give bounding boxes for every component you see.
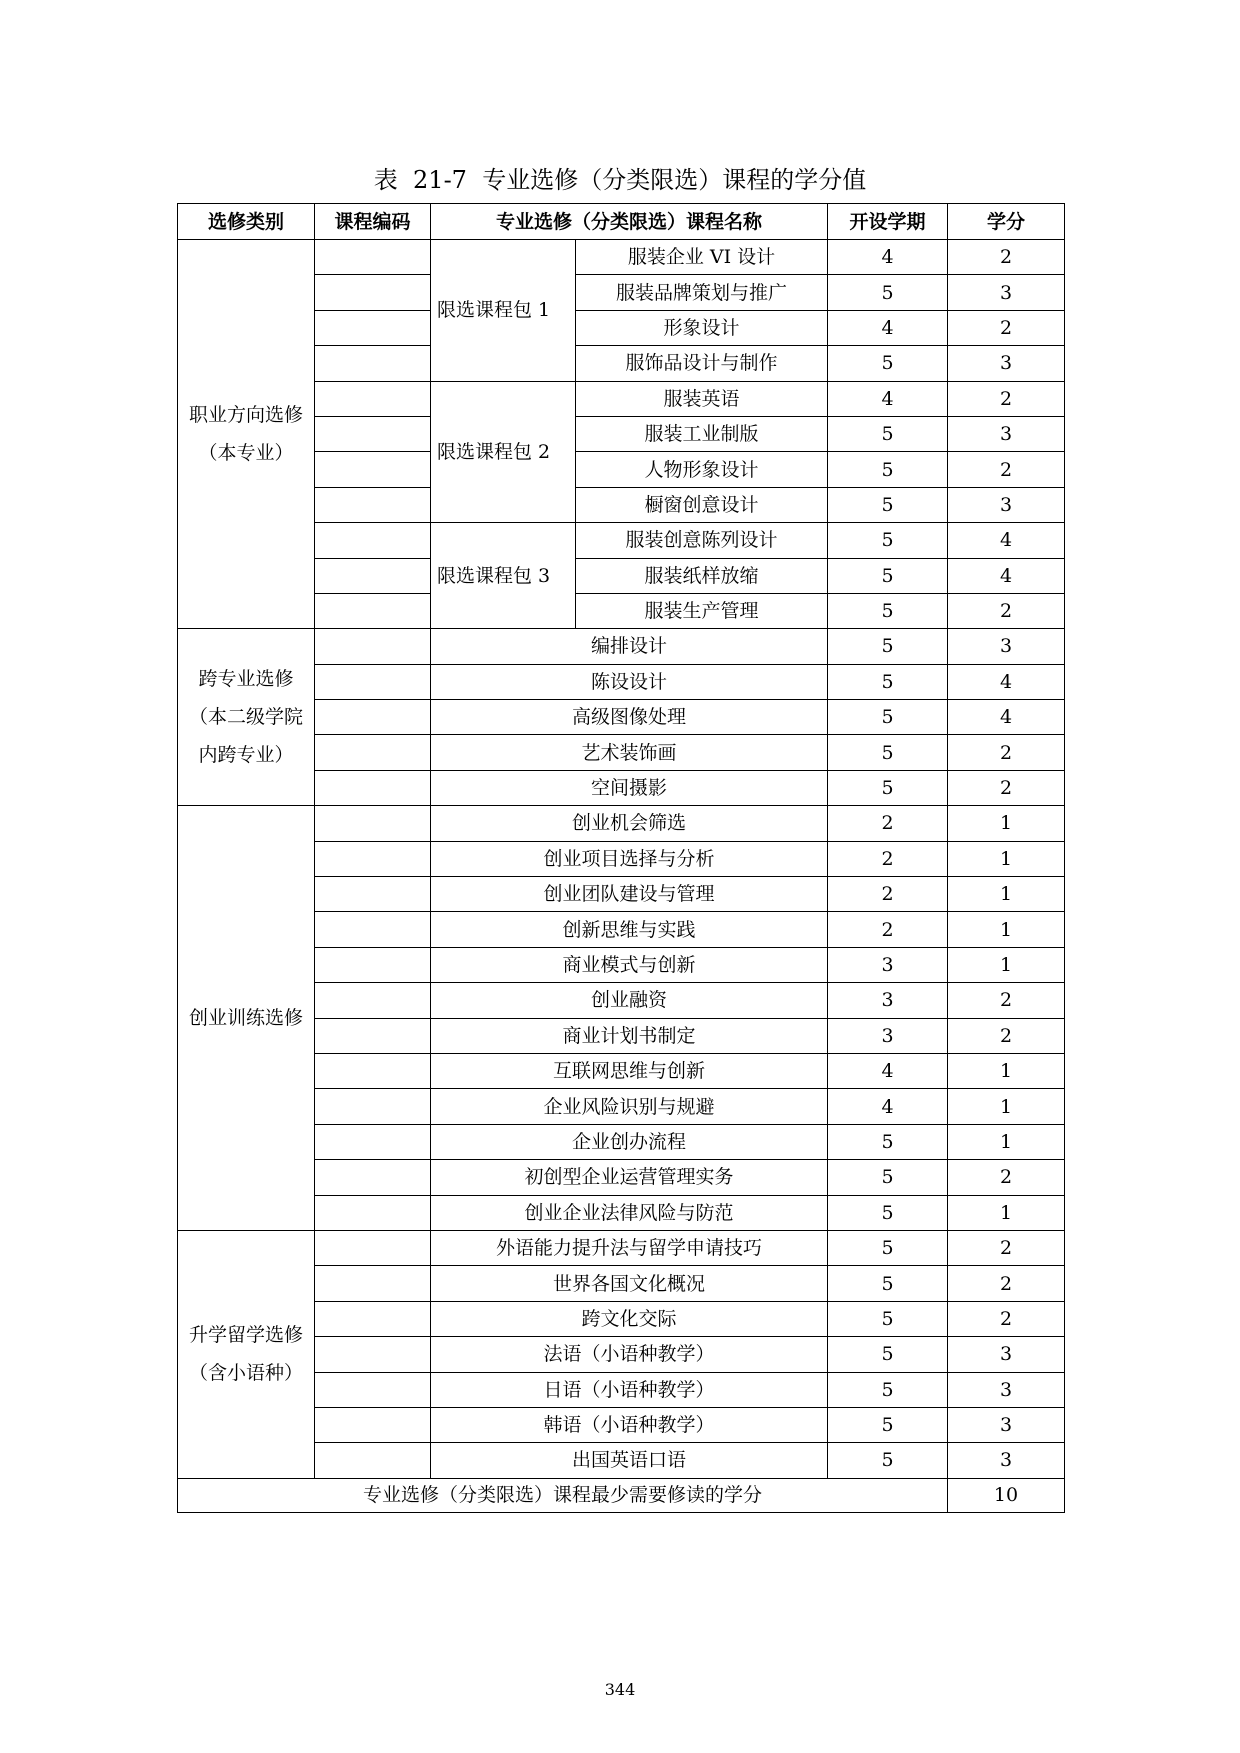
credit-cell: 1 bbox=[948, 1124, 1065, 1159]
credit-cell: 4 bbox=[948, 558, 1065, 593]
credit-cell: 2 bbox=[948, 1160, 1065, 1195]
term-cell: 4 bbox=[828, 1053, 948, 1088]
term-cell: 5 bbox=[828, 1301, 948, 1336]
course-code-cell bbox=[315, 1230, 431, 1265]
course-name-cell: 服装纸样放缩 bbox=[576, 558, 828, 593]
table-row bbox=[178, 806, 1065, 841]
course-name-cell: 服装企业 VI 设计 bbox=[576, 240, 828, 275]
footer-label: 专业选修（分类限选）课程最少需要修读的学分 bbox=[178, 1478, 948, 1513]
credit-cell: 4 bbox=[948, 700, 1065, 735]
course-name-cell: 创业机会筛选 bbox=[431, 806, 828, 841]
course-name-cell: 互联网思维与创新 bbox=[431, 1053, 828, 1088]
course-code-cell bbox=[315, 1407, 431, 1442]
header-credit: 学分 bbox=[948, 204, 1065, 240]
course-name-cell: 高级图像处理 bbox=[431, 700, 828, 735]
course-code-cell bbox=[315, 452, 431, 487]
course-code-cell bbox=[315, 912, 431, 947]
course-code-cell bbox=[315, 1337, 431, 1372]
credit-cell: 3 bbox=[948, 629, 1065, 664]
term-cell: 4 bbox=[828, 310, 948, 345]
footer-value: 10 bbox=[948, 1478, 1065, 1513]
term-cell: 5 bbox=[828, 346, 948, 381]
term-cell: 5 bbox=[828, 629, 948, 664]
term-cell: 5 bbox=[828, 275, 948, 310]
credit-cell: 3 bbox=[948, 275, 1065, 310]
course-name-cell: 创业融资 bbox=[431, 983, 828, 1018]
table-title: 表 21-7 专业选修（分类限选）课程的学分值 bbox=[373, 166, 867, 194]
course-name-cell: 橱窗创意设计 bbox=[576, 487, 828, 522]
credit-cell: 1 bbox=[948, 877, 1065, 912]
credit-cell: 3 bbox=[948, 1443, 1065, 1478]
course-code-cell bbox=[315, 877, 431, 912]
course-name-cell: 服装工业制版 bbox=[576, 416, 828, 451]
credit-cell: 1 bbox=[948, 947, 1065, 982]
term-cell: 5 bbox=[828, 487, 948, 522]
header-row bbox=[178, 204, 1065, 240]
header-code: 课程编码 bbox=[315, 204, 431, 240]
course-code-cell bbox=[315, 310, 431, 345]
course-name-cell: 跨文化交际 bbox=[431, 1301, 828, 1336]
term-cell: 3 bbox=[828, 983, 948, 1018]
term-cell: 5 bbox=[828, 558, 948, 593]
header-category: 选修类别 bbox=[178, 204, 315, 240]
credit-cell: 2 bbox=[948, 983, 1065, 1018]
credit-cell: 2 bbox=[948, 1266, 1065, 1301]
credit-table bbox=[177, 203, 1065, 1513]
term-cell: 5 bbox=[828, 770, 948, 805]
course-code-cell bbox=[315, 841, 431, 876]
credit-cell: 2 bbox=[948, 310, 1065, 345]
course-name-cell: 创业企业法律风险与防范 bbox=[431, 1195, 828, 1230]
credit-cell: 1 bbox=[948, 1089, 1065, 1124]
course-code-cell bbox=[315, 664, 431, 699]
term-cell: 2 bbox=[828, 841, 948, 876]
package-cell: 限选课程包 1 bbox=[431, 240, 576, 382]
credit-cell: 1 bbox=[948, 1053, 1065, 1088]
header-term: 开设学期 bbox=[828, 204, 948, 240]
course-code-cell bbox=[315, 523, 431, 558]
credit-cell: 3 bbox=[948, 346, 1065, 381]
credit-cell: 1 bbox=[948, 912, 1065, 947]
table-row bbox=[178, 629, 1065, 664]
term-cell: 5 bbox=[828, 1407, 948, 1442]
credit-cell: 2 bbox=[948, 1301, 1065, 1336]
course-name-cell: 商业模式与创新 bbox=[431, 947, 828, 982]
term-cell: 5 bbox=[828, 1266, 948, 1301]
course-code-cell bbox=[315, 1301, 431, 1336]
course-name-cell: 法语（小语种教学） bbox=[431, 1337, 828, 1372]
course-name-cell: 创业项目选择与分析 bbox=[431, 841, 828, 876]
package-cell: 限选课程包 3 bbox=[431, 523, 576, 629]
credit-cell: 2 bbox=[948, 1230, 1065, 1265]
credit-cell: 2 bbox=[948, 1018, 1065, 1053]
term-cell: 5 bbox=[828, 1124, 948, 1159]
term-cell: 3 bbox=[828, 1018, 948, 1053]
credit-cell: 2 bbox=[948, 452, 1065, 487]
credit-cell: 1 bbox=[948, 841, 1065, 876]
category-cell: 创业训练选修 bbox=[178, 806, 315, 1231]
course-name-cell: 企业风险识别与规避 bbox=[431, 1089, 828, 1124]
course-code-cell bbox=[315, 1443, 431, 1478]
term-cell: 2 bbox=[828, 912, 948, 947]
term-cell: 3 bbox=[828, 947, 948, 982]
course-code-cell bbox=[315, 487, 431, 522]
credit-cell: 4 bbox=[948, 664, 1065, 699]
course-name-cell: 服装创意陈列设计 bbox=[576, 523, 828, 558]
category-cell: 职业方向选修 （本专业） bbox=[178, 240, 315, 629]
credit-cell: 1 bbox=[948, 806, 1065, 841]
course-code-cell bbox=[315, 275, 431, 310]
course-name-cell: 日语（小语种教学） bbox=[431, 1372, 828, 1407]
course-name-cell: 服装品牌策划与推广 bbox=[576, 275, 828, 310]
term-cell: 5 bbox=[828, 700, 948, 735]
category-cell: 跨专业选修 （本二级学院 内跨专业） bbox=[178, 629, 315, 806]
table-row bbox=[178, 1230, 1065, 1265]
term-cell: 5 bbox=[828, 523, 948, 558]
page-number: 344 bbox=[604, 1680, 636, 1699]
course-code-cell bbox=[315, 1266, 431, 1301]
table-body bbox=[178, 240, 1065, 1479]
credit-cell: 1 bbox=[948, 1195, 1065, 1230]
term-cell: 5 bbox=[828, 1372, 948, 1407]
course-name-cell: 世界各国文化概况 bbox=[431, 1266, 828, 1301]
course-name-cell: 服装英语 bbox=[576, 381, 828, 416]
course-code-cell bbox=[315, 735, 431, 770]
course-code-cell bbox=[315, 1124, 431, 1159]
term-cell: 5 bbox=[828, 1443, 948, 1478]
term-cell: 5 bbox=[828, 1337, 948, 1372]
course-name-cell: 形象设计 bbox=[576, 310, 828, 345]
course-code-cell bbox=[315, 346, 431, 381]
credit-cell: 3 bbox=[948, 1337, 1065, 1372]
term-cell: 5 bbox=[828, 664, 948, 699]
credit-cell: 2 bbox=[948, 593, 1065, 628]
course-code-cell bbox=[315, 1018, 431, 1053]
course-code-cell bbox=[315, 416, 431, 451]
course-name-cell: 服饰品设计与制作 bbox=[576, 346, 828, 381]
course-code-cell bbox=[315, 629, 431, 664]
course-code-cell bbox=[315, 770, 431, 805]
credit-cell: 4 bbox=[948, 523, 1065, 558]
category-cell: 升学留学选修 （含小语种） bbox=[178, 1230, 315, 1478]
course-name-cell: 韩语（小语种教学） bbox=[431, 1407, 828, 1442]
term-cell: 4 bbox=[828, 381, 948, 416]
credit-cell: 3 bbox=[948, 416, 1065, 451]
course-name-cell: 创业团队建设与管理 bbox=[431, 877, 828, 912]
term-cell: 5 bbox=[828, 1195, 948, 1230]
credit-cell: 2 bbox=[948, 240, 1065, 275]
package-cell: 限选课程包 2 bbox=[431, 381, 576, 523]
course-code-cell bbox=[315, 381, 431, 416]
credit-cell: 2 bbox=[948, 770, 1065, 805]
credit-cell: 3 bbox=[948, 487, 1065, 522]
course-name-cell: 空间摄影 bbox=[431, 770, 828, 805]
term-cell: 2 bbox=[828, 877, 948, 912]
course-name-cell: 人物形象设计 bbox=[576, 452, 828, 487]
course-code-cell bbox=[315, 1372, 431, 1407]
term-cell: 5 bbox=[828, 735, 948, 770]
course-name-cell: 编排设计 bbox=[431, 629, 828, 664]
course-code-cell bbox=[315, 240, 431, 275]
course-code-cell bbox=[315, 806, 431, 841]
course-code-cell bbox=[315, 1160, 431, 1195]
course-name-cell: 出国英语口语 bbox=[431, 1443, 828, 1478]
footer-row bbox=[178, 1478, 1065, 1513]
term-cell: 4 bbox=[828, 240, 948, 275]
course-code-cell bbox=[315, 983, 431, 1018]
course-code-cell bbox=[315, 1089, 431, 1124]
term-cell: 5 bbox=[828, 452, 948, 487]
credit-cell: 2 bbox=[948, 381, 1065, 416]
course-code-cell bbox=[315, 700, 431, 735]
course-code-cell bbox=[315, 1053, 431, 1088]
term-cell: 4 bbox=[828, 1089, 948, 1124]
credit-cell: 2 bbox=[948, 735, 1065, 770]
course-name-cell: 外语能力提升法与留学申请技巧 bbox=[431, 1230, 828, 1265]
term-cell: 5 bbox=[828, 1230, 948, 1265]
term-cell: 5 bbox=[828, 1160, 948, 1195]
course-code-cell bbox=[315, 1195, 431, 1230]
credit-cell: 3 bbox=[948, 1372, 1065, 1407]
course-name-cell: 商业计划书制定 bbox=[431, 1018, 828, 1053]
term-cell: 5 bbox=[828, 416, 948, 451]
course-code-cell bbox=[315, 947, 431, 982]
course-name-cell: 创新思维与实践 bbox=[431, 912, 828, 947]
course-name-cell: 陈设设计 bbox=[431, 664, 828, 699]
header-course-name: 专业选修（分类限选）课程名称 bbox=[431, 204, 828, 240]
term-cell: 5 bbox=[828, 593, 948, 628]
credit-cell: 3 bbox=[948, 1407, 1065, 1442]
course-name-cell: 服装生产管理 bbox=[576, 593, 828, 628]
course-name-cell: 艺术装饰画 bbox=[431, 735, 828, 770]
course-code-cell bbox=[315, 558, 431, 593]
course-name-cell: 企业创办流程 bbox=[431, 1124, 828, 1159]
course-name-cell: 初创型企业运营管理实务 bbox=[431, 1160, 828, 1195]
table-row bbox=[178, 240, 1065, 275]
term-cell: 2 bbox=[828, 806, 948, 841]
course-code-cell bbox=[315, 593, 431, 628]
